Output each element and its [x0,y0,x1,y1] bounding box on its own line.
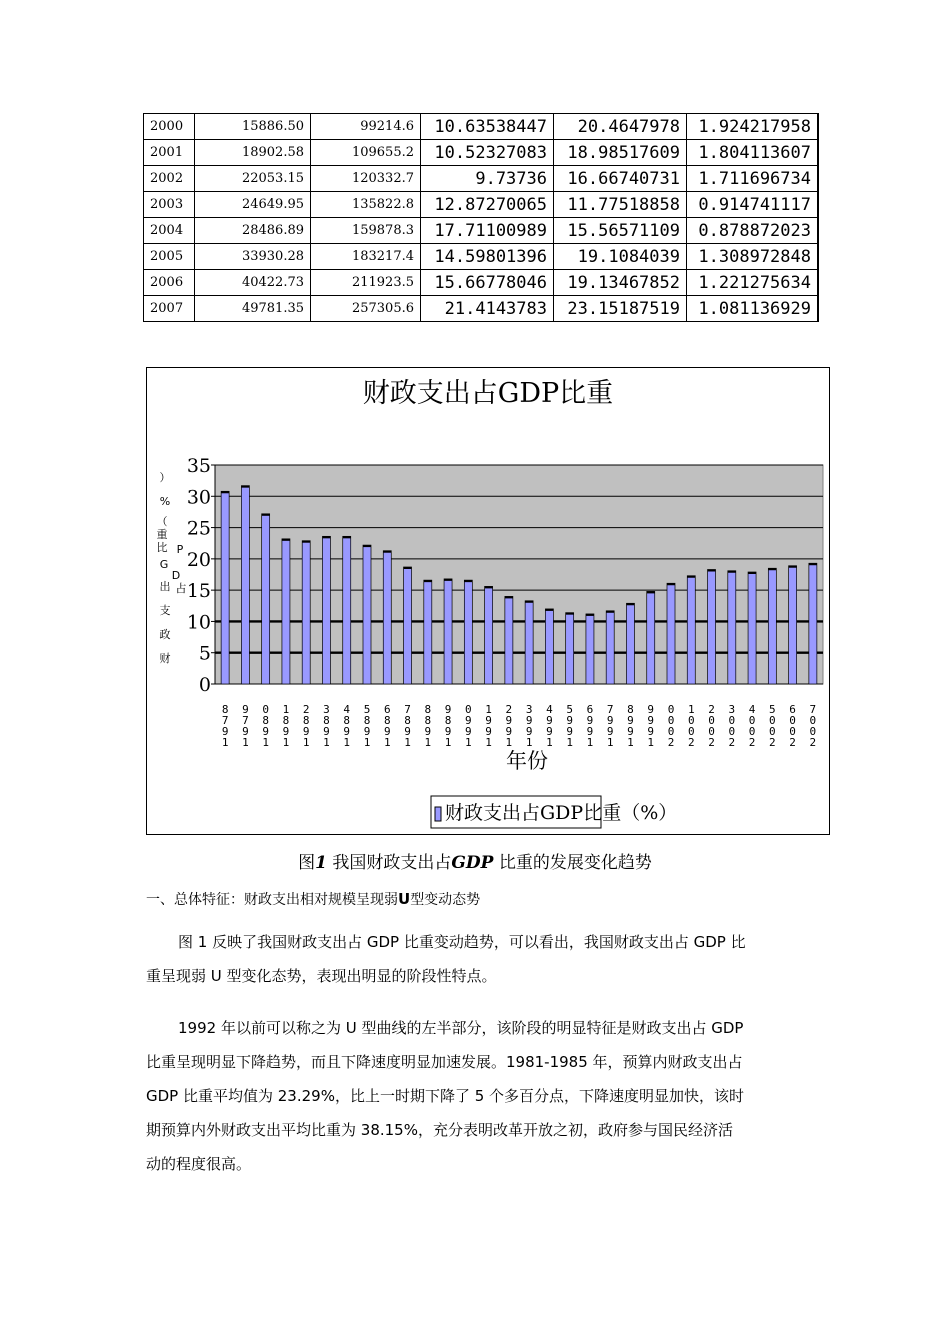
table-cell: 21.4143783 [421,296,554,322]
x-tick-label: 8 8 9 1 [424,703,432,749]
x-tick-label: 2 9 9 1 [505,703,513,749]
bar [505,596,513,684]
heading-u: U [398,890,411,908]
bar [343,536,351,684]
x-axis-label: 年份 [506,749,548,773]
x-tick-label: 0 0 0 2 [667,703,675,749]
table-row [144,218,819,244]
table-cell: 12.87270065 [421,192,554,218]
x-tick-label: 7 9 9 1 [606,703,614,749]
table-cell: 159878.3 [311,218,421,244]
table-cell: 49781.35 [195,296,311,322]
bar [708,569,716,684]
caption-text-1: 我国财政支出占 [332,853,452,873]
x-tick-label: 1 9 9 1 [485,703,492,749]
table-cell: 120332.7 [311,166,421,192]
paragraph-2 [146,1011,806,1181]
table-cell: 22053.15 [195,166,311,192]
y-axis-label: ）%（重比 P DG占出支政财 [156,471,187,665]
x-tick-label: 8 7 9 1 [221,703,229,749]
heading-text-2: 型变动态势 [410,892,481,908]
y-tick-label: 15 [186,580,211,603]
legend-label: 财政支出占GDP比重（%） [445,802,678,824]
table-cell: 10.52327083 [421,140,554,166]
table-cell: 2007 [144,296,195,322]
table-cell: 2003 [144,192,195,218]
table-cell: 18.98517609 [554,140,687,166]
x-tick-label: 9 8 9 1 [444,703,452,749]
table-row [144,166,819,192]
table-cell: 0.914741117 [687,192,819,218]
table-cell: 16.66740731 [554,166,687,192]
bar [404,567,412,684]
section-heading [146,889,480,909]
y-tick-label: 0 [198,674,211,696]
bar [322,536,330,684]
table-cell: 1.711696734 [687,166,819,192]
x-tick-label: 9 9 9 1 [647,703,655,749]
x-tick-label: 4 9 9 1 [546,703,553,749]
paragraph-1 [146,925,806,993]
bar [687,576,695,684]
bar [789,566,797,684]
bar [383,551,391,684]
bar [667,583,675,684]
table-cell: 18902.58 [195,140,311,166]
para-2-line-5: 动的程度很高。 [146,1155,252,1173]
table-cell: 17.71100989 [421,218,554,244]
caption-text-2: 比重的发展变化趋势 [498,853,652,873]
table-cell: 15886.50 [195,114,311,140]
bar [566,613,574,684]
table-row [144,140,819,166]
table-row [144,244,819,270]
table-cell: 2005 [144,244,195,270]
para-2-line-3: GDP 比重平均值为 23.29%，比上一时期下降了 5 个多百分点，下降速度明显加快，该时 [146,1087,745,1105]
table-cell: 1.804113607 [687,140,819,166]
x-tick-label: 8 9 9 1 [627,703,634,749]
chart-title: 财政支出占GDP比重 [362,378,614,409]
bar [626,603,634,684]
bar [728,571,736,684]
x-tick-label: 7 0 0 2 [809,703,817,749]
y-tick-label: 5 [198,642,211,665]
table-cell: 109655.2 [311,140,421,166]
x-tick-label: 9 7 9 1 [242,703,249,749]
table-cell: 135822.8 [311,192,421,218]
table-cell: 1.924217958 [687,114,819,140]
table-row [144,114,819,140]
table-cell: 1.221275634 [687,270,819,296]
data-table [143,113,819,322]
x-tick-label: 6 0 0 2 [789,703,796,749]
y-tick-label: 35 [186,455,211,477]
bar [262,514,270,684]
table-cell: 15.66778046 [421,270,554,296]
x-tick-label: 4 0 0 2 [748,703,756,749]
table-row [144,270,819,296]
x-tick-label: 6 8 9 1 [383,703,391,749]
table-cell: 2001 [144,140,195,166]
table-cell: 20.4647978 [554,114,687,140]
table-cell: 99214.6 [311,114,421,140]
bar-chart [147,368,829,834]
bar [444,579,452,684]
table-cell: 257305.6 [311,296,421,322]
caption-gdp: GDP [451,853,494,873]
heading-text-1: 一、总体特征：财政支出相对规模呈现弱 [146,892,398,908]
bar [363,545,371,684]
table-cell: 0.878872023 [687,218,819,244]
y-tick-label: 30 [186,486,211,509]
x-tick-label: 1 8 9 1 [282,703,290,749]
x-tick-label: 4 8 9 1 [343,703,351,749]
x-tick-label: 3 9 9 1 [525,703,533,749]
table-row [144,296,819,322]
bar [282,539,290,684]
table-cell: 19.1084039 [554,244,687,270]
table-cell: 40422.73 [195,270,311,296]
bar [424,580,432,684]
table-cell: 11.77518858 [554,192,687,218]
x-tick-label: 7 8 9 1 [404,703,411,749]
x-tick-label: 3 0 0 2 [728,703,736,749]
table-cell: 211923.5 [311,270,421,296]
table-cell: 10.63538447 [421,114,554,140]
bar [606,611,614,684]
bar [586,614,594,684]
table-row [144,192,819,218]
table-cell: 15.56571109 [554,218,687,244]
bar [525,601,533,684]
table-cell: 23.15187519 [554,296,687,322]
para-2-line-2: 比重呈现明显下降趋势，而且下降速度明显加速发展。1981-1985 年，预算内财政支出占 [146,1053,743,1071]
y-tick-label: 20 [186,548,211,571]
table-cell: 28486.89 [195,218,311,244]
y-tick-label: 10 [186,611,211,634]
x-tick-label: 6 9 9 1 [586,703,594,749]
x-tick-label: 5 0 0 2 [769,703,776,749]
bar [485,586,493,684]
bar [545,609,553,684]
x-tick-label: 5 9 9 1 [566,703,573,749]
bar [221,491,229,684]
x-tick-label: 2 0 0 2 [708,703,715,749]
bar [768,568,776,684]
x-tick-label: 0 9 9 1 [465,703,472,749]
x-tick-label: 0 8 9 1 [262,703,269,749]
figure-caption [0,848,950,873]
table-cell: 14.59801396 [421,244,554,270]
para-2-line-4: 期预算内外财政支出平均比重为 38.15%，充分表明改革开放之初，政府参与国民经济活 [146,1121,733,1139]
table-cell: 1.308972848 [687,244,819,270]
x-tick-label: 2 8 9 1 [302,703,310,749]
para-1-line-1: 图 1 反映了我国财政支出占 GDP 比重变动趋势，可以看出，我国财政支出占 GDP 比 [178,933,746,951]
bar [647,591,655,684]
x-tick-label: 3 8 9 1 [323,703,330,749]
bar [748,572,756,684]
bar [809,563,817,684]
x-tick-label: 5 8 9 1 [363,703,371,749]
table-cell: 19.13467852 [554,270,687,296]
chart-frame [146,367,830,835]
table-cell: 33930.28 [195,244,311,270]
table-cell: 2004 [144,218,195,244]
table-cell: 183217.4 [311,244,421,270]
table-cell: 9.73736 [421,166,554,192]
bar [302,541,310,684]
y-tick-label: 25 [186,517,211,540]
caption-prefix: 图 [298,853,316,873]
para-1-line-2: 重呈现弱 U 型变化态势，表现出明显的阶段性特点。 [146,967,497,985]
table-cell: 24649.95 [195,192,311,218]
table-cell: 2006 [144,270,195,296]
table-cell: 2000 [144,114,195,140]
bar [241,486,249,684]
x-tick-label: 1 0 0 2 [687,703,695,749]
table-cell: 2002 [144,166,195,192]
legend-swatch [435,807,441,821]
caption-number: 1 [315,853,327,873]
bar [464,580,472,684]
table-cell: 1.081136929 [687,296,819,322]
para-2-line-1: 1992 年以前可以称之为 U 型曲线的左半部分，该阶段的明显特征是财政支出占 GDP [178,1019,744,1037]
